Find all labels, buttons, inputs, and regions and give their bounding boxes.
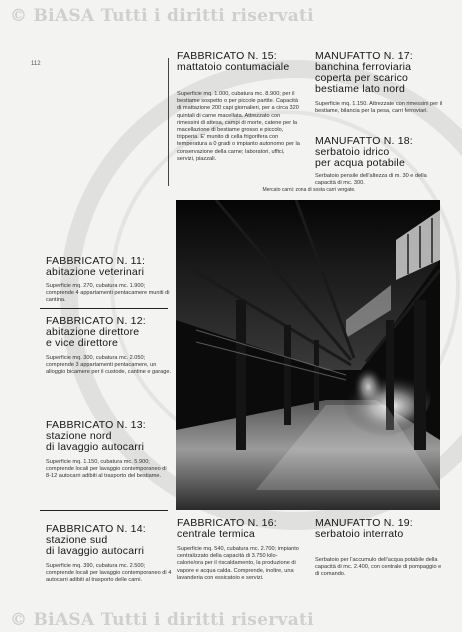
block-title-line: bestiame lato nord [315, 83, 405, 95]
block-body: Superficie mq. 300, cubatura mc. 2.050; comprende 3 appartamenti pentacamere, un alloggio bicamere per il custode, cantine e garage. [46, 355, 172, 376]
block-title-line: coperta per scarico [315, 72, 409, 84]
block-title-line: MANUFATTO N. 19: [315, 517, 413, 529]
block-body: Serbatoio per l'accumulo dell'acqua potabile della capacità di mc. 2.400, con centrale di pompaggio e di comando. [315, 557, 442, 578]
photo-caption: Mercato carni: zona di sosta carri vergate. [262, 187, 356, 193]
block-fabbricato-16 [177, 518, 301, 582]
block-title-line: stazione sud [46, 534, 108, 546]
block-manufatto-17 [315, 51, 443, 115]
block-title-line: abitazione veterinari [46, 266, 145, 278]
block-manufatto-18 [315, 136, 443, 187]
block-title-line: FABBRICATO N. 15: [177, 50, 277, 62]
warehouse-photo [176, 200, 440, 510]
block-body: Superficie mq. 390, cubatura mc. 2.500; comprende locali per lavaggio contemporaneo di 4 autocarri adibiti al trasporto delle carni. [46, 563, 172, 584]
block-body: Superficie mq. 1.150. Attrezzate con rimessini per il bestiame, bilancia per la pesa, carri ferroviari. [315, 101, 443, 115]
block-manufatto-19 [315, 518, 443, 579]
block-fabbricato-11 [46, 256, 172, 305]
section-divider [40, 510, 168, 511]
block-body: Superficie mq. 270, cubatura mc. 1.900; comprende 4 appartamenti pentacamere muniti di cantina. [46, 283, 170, 304]
block-title-line: serbatoio idrico [315, 146, 390, 158]
block-title-line: stazione nord [46, 430, 112, 442]
block-title-line: FABBRICATO N. 12: [46, 315, 146, 327]
block-fabbricato-14 [46, 524, 172, 585]
block-fabbricato-15 [177, 51, 301, 163]
block-title-line: banchina ferroviaria [315, 61, 412, 73]
block-title-line: centrale termica [177, 528, 255, 540]
block-fabbricato-13 [46, 420, 172, 481]
block-title-line: e vice direttore [46, 337, 119, 349]
block-fabbricato-12 [46, 316, 172, 377]
block-body: Superficie mq. 1.150, cubatura mc. 5.900; comprende locali per lavaggio contemporaneo di 8-12 autocarri adibiti al trasporto del bestiame. [46, 459, 167, 480]
block-body: Serbatoio pensile dell'altezza di m. 30 e della capacità di mc. 300. [315, 173, 427, 187]
block-title-line: FABBRICATO N. 14: [46, 523, 146, 535]
page-number: 112 [31, 61, 41, 67]
block-title-line: FABBRICATO N. 16: [177, 517, 277, 529]
watermark-bottom: © BiASA Tutti i diritti riservati [10, 610, 314, 630]
block-title-line: MANUFATTO N. 18: [315, 135, 413, 147]
block-title-line: FABBRICATO N. 11: [46, 255, 146, 267]
block-title-line: FABBRICATO N. 13: [46, 419, 146, 431]
section-divider [40, 308, 168, 309]
block-body: Superficie mq. 1.000, cubatura mc. 8.900; per il bestiame sospetto o per piccole partite. Capacità di mattazione 200 capi giornalieri, per a circa 320 quintali di carne macellata. Attrezzato con rimessini di attesa, campi di morte, catene per la macellazione di bestiame grosso e piccolo, tripperia. E' munito di cella frigorifera con temperatura a 0 gradi o impianto autonomo per la conservazione della carne; laboratori, uffici, servizi, piazzali. [177, 91, 300, 162]
block-title-line: MANUFATTO N. 17: [315, 50, 413, 62]
block-title-line: abitazione direttore [46, 326, 140, 338]
column-rule [168, 58, 169, 186]
block-title-line: serbatoio interrato [315, 528, 404, 540]
block-title-line: per acqua potabile [315, 157, 405, 169]
block-body: Superficie mq. 540, cubatura mc. 2.700; impianto centralizzato della capacità di 3.750 kilo-calorie/ora per il riscaldamento, la produzione di vapore e acqua calda. Comprende, inoltre, una lavanderia con essicatoio e servizi. [177, 546, 299, 581]
block-title-line: mattatoio contumaciale [177, 61, 290, 73]
block-title-line: di lavaggio autocarri [46, 441, 145, 453]
block-title-line: di lavaggio autocarri [46, 545, 145, 557]
watermark-top: © BiASA Tutti i diritti riservati [10, 6, 314, 26]
